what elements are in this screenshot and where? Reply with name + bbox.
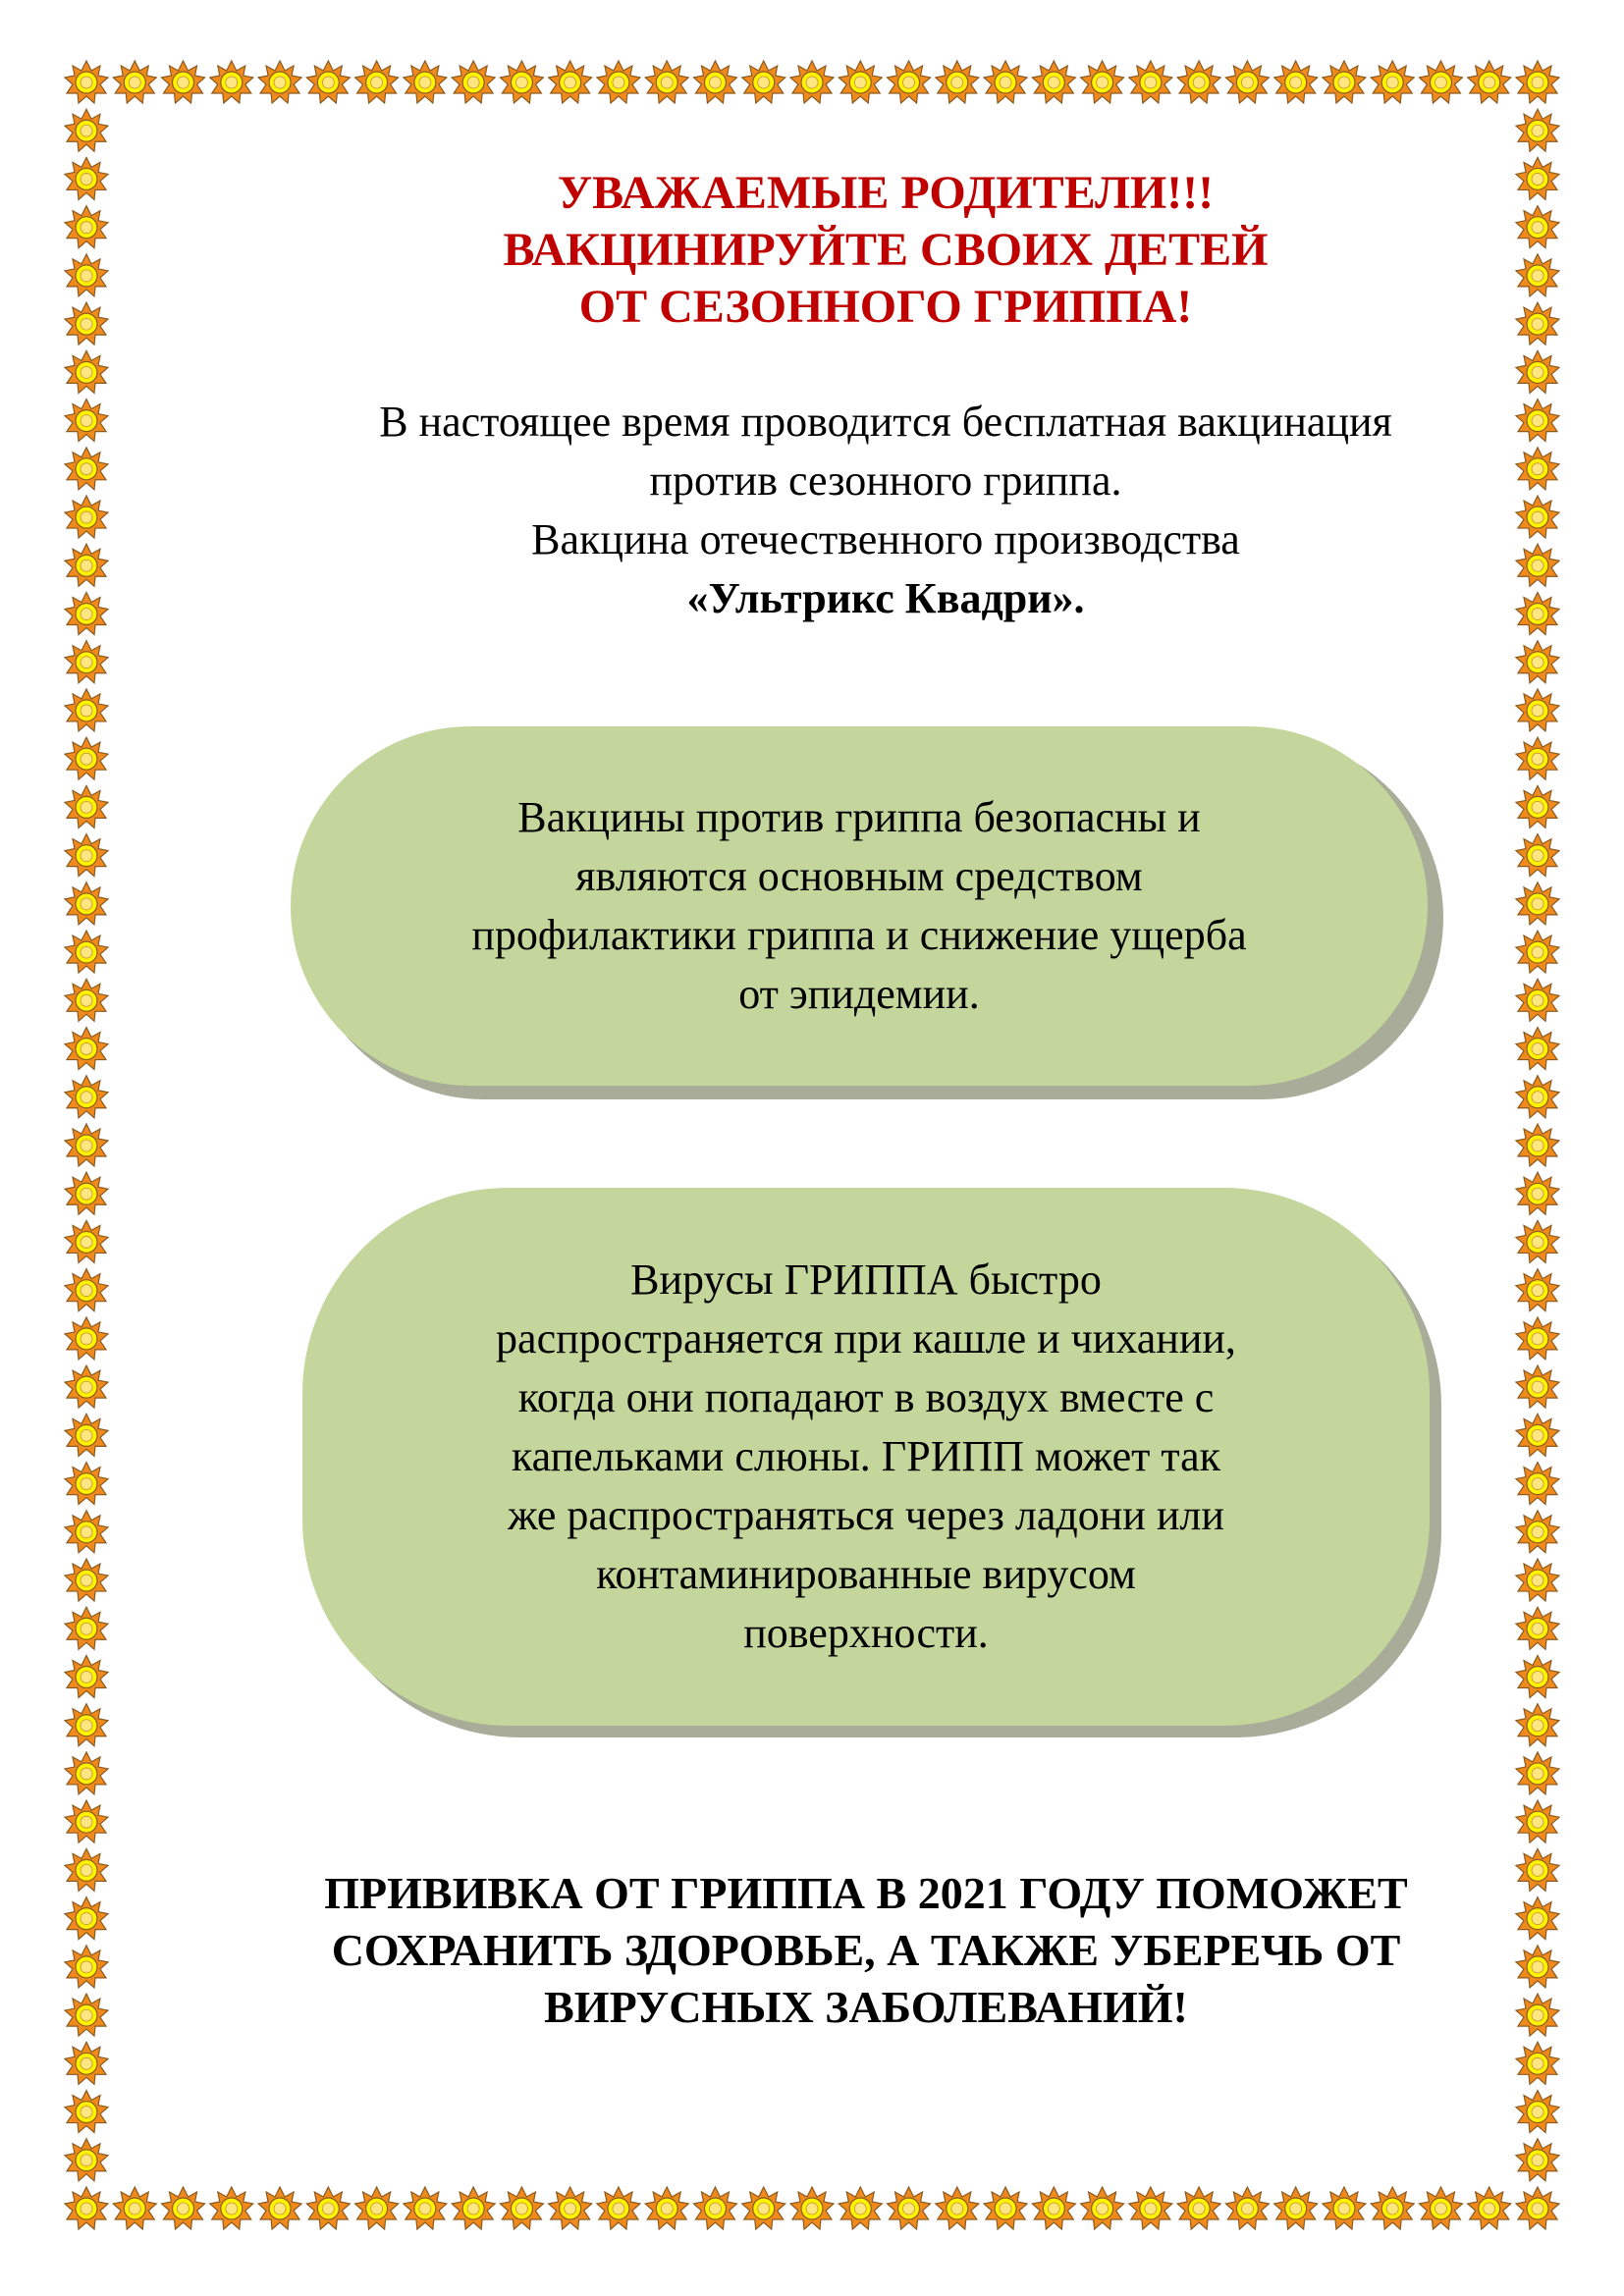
sun-icon	[65, 1559, 108, 1601]
sun-icon	[355, 61, 399, 103]
bubble-2-line-6: контаминированные вирусом	[596, 1550, 1136, 1598]
sun-icon	[65, 1704, 108, 1746]
page-heading	[0, 165, 1624, 336]
sun-icon	[1516, 1365, 1559, 1408]
sun-icon	[306, 61, 350, 103]
sun-icon	[790, 2187, 834, 2229]
sun-icon	[1371, 2187, 1414, 2229]
sun-icon	[1371, 61, 1414, 103]
sun-icon	[65, 689, 108, 731]
sun-icon	[1225, 61, 1269, 103]
sun-icon	[1419, 2187, 1462, 2229]
bubble-2-line-7: поверхности.	[743, 1609, 989, 1657]
sun-icon	[1516, 1559, 1559, 1601]
sun-icon	[1516, 1800, 1559, 1842]
sun-icon	[1516, 641, 1559, 683]
sun-icon	[65, 1172, 108, 1214]
sun-icon	[936, 61, 979, 103]
sun-icon	[693, 2187, 736, 2229]
sun-icon	[65, 350, 108, 393]
sun-icon	[65, 1028, 108, 1070]
sun-icon	[65, 882, 108, 925]
closing-line-3: ВИРУСНЫХ ЗАБОЛЕВАНИЙ!	[544, 1982, 1188, 2032]
sun-icon	[888, 61, 931, 103]
sun-icon	[1129, 2187, 1172, 2229]
sun-icon	[1225, 2187, 1269, 2229]
sun-icon	[888, 2187, 931, 2229]
sun-icon	[258, 2187, 301, 2229]
bubble-2-line-1: Вирусы ГРИППА быстро	[630, 1255, 1102, 1304]
sun-icon	[355, 2187, 399, 2229]
sun-icon	[1516, 737, 1559, 779]
sun-icon	[500, 61, 543, 103]
sun-icon	[1516, 1511, 1559, 1553]
sun-icon	[597, 2187, 640, 2229]
sun-border-top	[65, 61, 1559, 103]
sun-icon	[1081, 2187, 1124, 2229]
sun-icon	[1516, 1704, 1559, 1746]
sun-icon	[1323, 61, 1366, 103]
sun-icon	[65, 1414, 108, 1456]
bubble-1-line-4: от эпидемии.	[738, 970, 980, 1018]
sun-icon	[113, 2187, 156, 2229]
sun-icon	[65, 1124, 108, 1166]
sun-icon	[1516, 785, 1559, 828]
info-bubble-1	[291, 726, 1428, 1086]
sun-icon	[645, 61, 688, 103]
sun-icon	[65, 2187, 108, 2229]
sun-icon	[1516, 1317, 1559, 1360]
sun-icon	[1516, 1752, 1559, 1794]
bubble-1-line-1: Вакцины против гриппа безопасны и	[517, 793, 1201, 841]
sun-icon	[1129, 61, 1172, 103]
sun-icon	[1516, 1414, 1559, 1456]
closing-line-1: ПРИВИВКА ОТ ГРИППА В 2021 ГОДУ ПОМОЖЕТ	[324, 1868, 1408, 1918]
intro-line-2: против сезонного гриппа.	[649, 456, 1122, 505]
sun-icon	[1516, 2091, 1559, 2133]
sun-icon	[1081, 61, 1124, 103]
sun-icon	[65, 1317, 108, 1360]
sun-icon	[65, 1220, 108, 1262]
sun-icon	[65, 1365, 108, 1408]
sun-icon	[1516, 350, 1559, 393]
bubble-2-line-3: когда они попадают в воздух вместе с	[517, 1373, 1215, 1421]
intro-line-3: Вакцина отечественного производства	[531, 515, 1240, 563]
sun-icon	[790, 61, 834, 103]
sun-icon	[1516, 1220, 1559, 1262]
sun-icon	[65, 1511, 108, 1553]
sun-icon	[65, 2042, 108, 2084]
sun-icon	[1516, 1028, 1559, 1070]
vaccine-name: «Ультрикс Квадри».	[686, 574, 1085, 622]
sun-icon	[210, 61, 253, 103]
sun-icon	[693, 61, 736, 103]
sun-icon	[65, 2091, 108, 2133]
sun-icon	[113, 61, 156, 103]
sun-icon	[1516, 834, 1559, 877]
intro-line-1: В настоящее время проводится бесплатная вакцинация	[379, 398, 1392, 446]
sun-icon	[984, 61, 1027, 103]
sun-icon	[162, 2187, 205, 2229]
sun-icon	[1177, 61, 1220, 103]
sun-icon	[1516, 1463, 1559, 1505]
sun-icon	[65, 61, 108, 103]
sun-icon	[65, 931, 108, 973]
sun-icon	[1468, 61, 1511, 103]
sun-icon	[65, 1656, 108, 1698]
sun-icon	[404, 61, 447, 103]
sun-icon	[1516, 109, 1559, 151]
sun-icon	[1516, 1172, 1559, 1214]
heading-line-2: ВАКЦИНИРУЙТЕ СВОИХ ДЕТЕЙ	[503, 224, 1269, 276]
sun-icon	[65, 1269, 108, 1311]
sun-icon	[1274, 2187, 1318, 2229]
sun-icon	[1516, 2139, 1559, 2181]
sun-icon	[936, 2187, 979, 2229]
sun-icon	[1516, 61, 1559, 103]
sun-icon	[65, 1607, 108, 1649]
sun-icon	[65, 834, 108, 877]
heading-line-1: УВАЖАЕМЫЕ РОДИТЕЛИ!!!	[557, 167, 1215, 219]
sun-icon	[1323, 2187, 1366, 2229]
sun-icon	[210, 2187, 253, 2229]
sun-icon	[1516, 1076, 1559, 1118]
sun-icon	[258, 61, 301, 103]
sun-icon	[549, 2187, 592, 2229]
sun-icon	[1516, 2187, 1559, 2229]
bubble-1-line-3: профилактики гриппа и снижение ущерба	[471, 911, 1247, 959]
sun-icon	[984, 2187, 1027, 2229]
sun-icon	[1516, 1607, 1559, 1649]
sun-icon	[1516, 931, 1559, 973]
sun-icon	[1274, 61, 1318, 103]
sun-icon	[1516, 979, 1559, 1021]
sun-icon	[1516, 1656, 1559, 1698]
heading-line-3: ОТ СЕЗОННОГО ГРИППА!	[578, 281, 1193, 333]
sun-icon	[65, 737, 108, 779]
sun-border-bottom	[65, 2187, 1559, 2229]
bubble-1-line-2: являются основным средством	[575, 852, 1143, 900]
sun-icon	[1516, 1124, 1559, 1166]
info-bubble-2	[302, 1188, 1430, 1726]
sun-icon	[1516, 2042, 1559, 2084]
sun-icon	[645, 2187, 688, 2229]
sun-icon	[1177, 2187, 1220, 2229]
sun-icon	[65, 641, 108, 683]
closing-line-2: СОХРАНИТЬ ЗДОРОВЬЕ, А ТАКЖЕ УБЕРЕЧЬ ОТ	[331, 1925, 1401, 1975]
sun-icon	[839, 61, 882, 103]
bubble-2-line-4: капельками слюны. ГРИПП может так	[511, 1432, 1221, 1480]
sun-icon	[500, 2187, 543, 2229]
sun-icon	[65, 1463, 108, 1505]
sun-icon	[65, 979, 108, 1021]
sun-icon	[404, 2187, 447, 2229]
sun-icon	[839, 2187, 882, 2229]
sun-icon	[549, 61, 592, 103]
sun-icon	[1516, 689, 1559, 731]
sun-icon	[65, 785, 108, 828]
bubble-2-line-2: распространяется при кашле и чихании,	[496, 1314, 1236, 1362]
sun-icon	[65, 109, 108, 151]
sun-icon	[65, 2139, 108, 2181]
closing-statement	[0, 1865, 1624, 2036]
sun-icon	[1516, 1269, 1559, 1311]
bubble-2-line-5: же распространяться через ладони или	[508, 1491, 1224, 1539]
sun-icon	[1468, 2187, 1511, 2229]
sun-icon	[65, 1800, 108, 1842]
sun-icon	[1032, 2187, 1075, 2229]
sun-icon	[306, 2187, 350, 2229]
sun-icon	[452, 2187, 495, 2229]
sun-icon	[597, 61, 640, 103]
sun-icon	[452, 61, 495, 103]
sun-icon	[742, 2187, 785, 2229]
sun-icon	[65, 1076, 108, 1118]
sun-icon	[742, 61, 785, 103]
intro-paragraph	[0, 393, 1624, 628]
sun-icon	[65, 1752, 108, 1794]
sun-icon	[162, 61, 205, 103]
sun-icon	[1032, 61, 1075, 103]
sun-icon	[1516, 882, 1559, 925]
sun-icon	[1419, 61, 1462, 103]
